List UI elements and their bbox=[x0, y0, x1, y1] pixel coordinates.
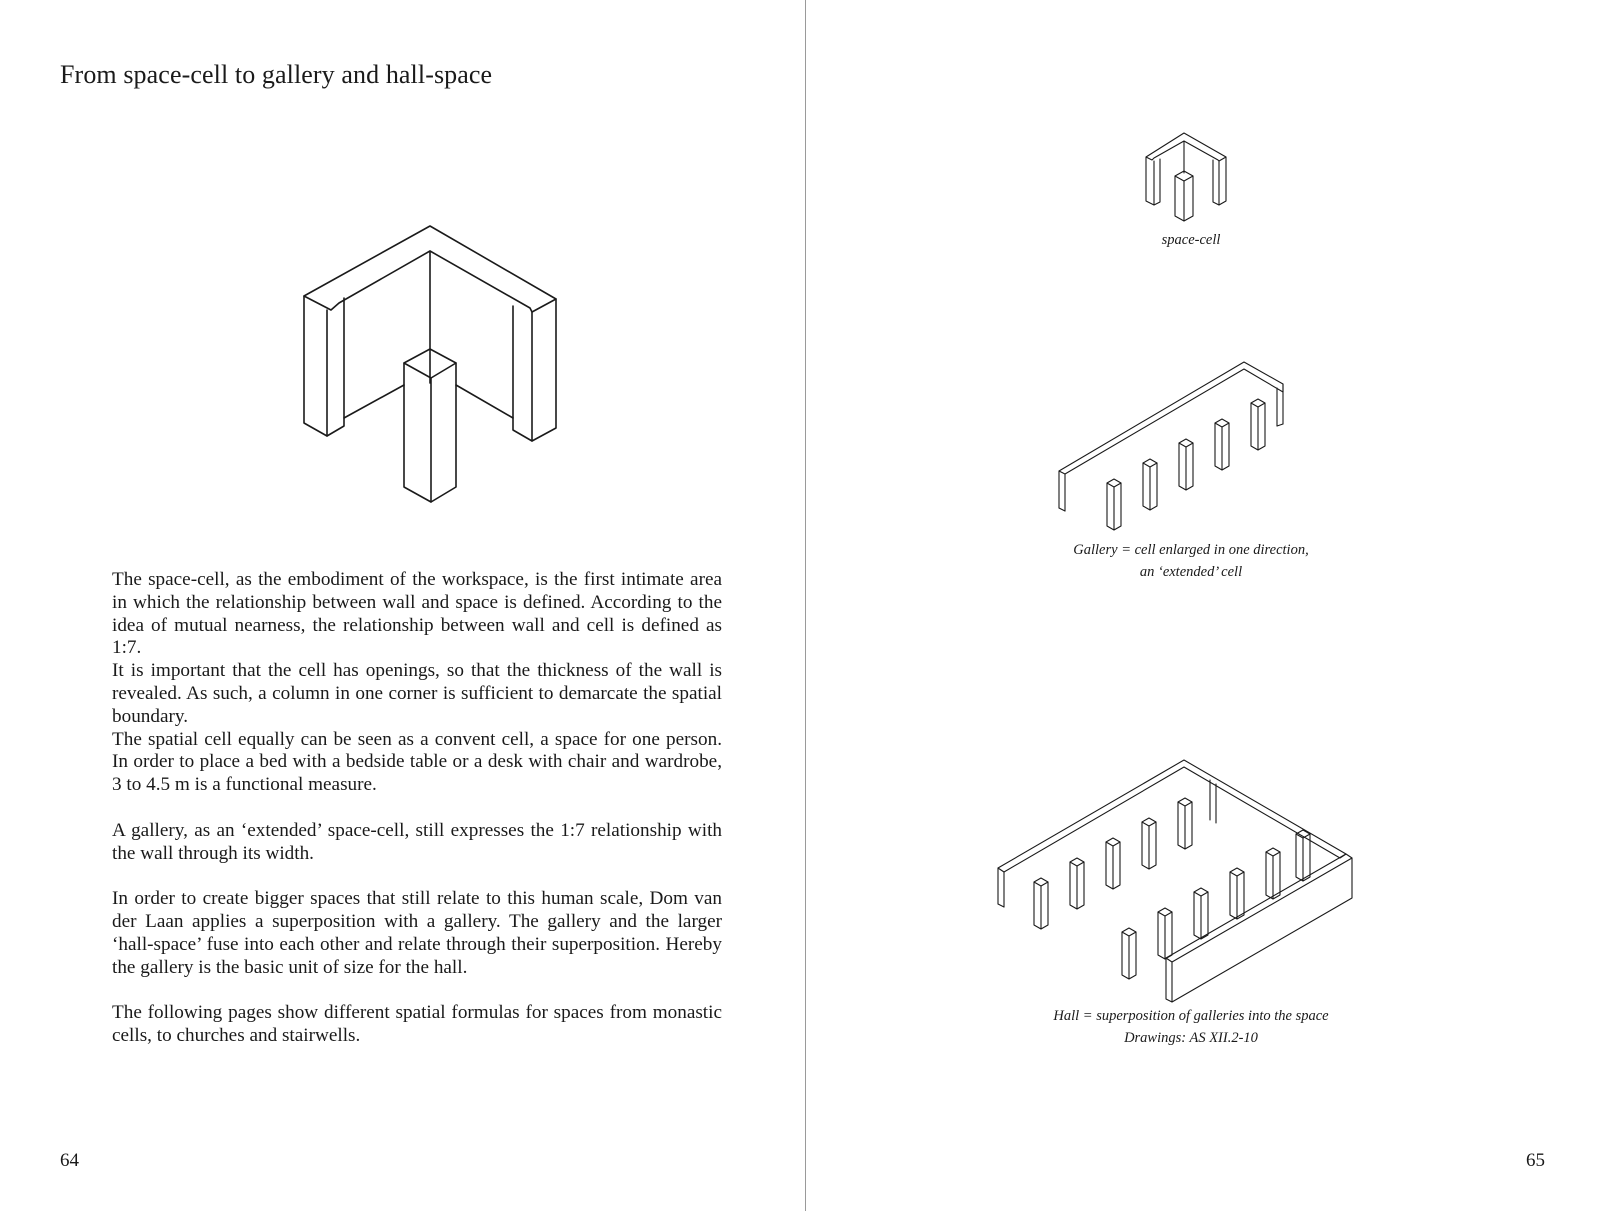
paragraph: It is important that the cell has openings, so that the thickness of the wall is revealed. As such, a column in one corner is sufficient to demarcate the spatial boundary. bbox=[112, 660, 722, 727]
paragraph: In order to create bigger spaces that still relate to this human scale, Dom van der Laan applies a superposition with a gallery. The gallery and the larger ‘hall-space’ fuse into each other and relate through their superposition. Hereby the gallery is the basic unit of size for the hall. bbox=[112, 888, 722, 978]
hall-column bbox=[1194, 888, 1208, 939]
hall-column bbox=[1158, 908, 1172, 959]
caption-hall bbox=[981, 1005, 1401, 1049]
hall-column bbox=[1034, 878, 1048, 929]
caption-line: an ‘extended’ cell bbox=[1139, 564, 1243, 580]
caption-line: space-cell bbox=[1161, 232, 1221, 248]
page-title: From space-cell to gallery and hall-space bbox=[60, 60, 493, 89]
caption-line: Gallery = cell enlarged in one direction, bbox=[1073, 542, 1309, 558]
hall-column bbox=[1106, 838, 1120, 889]
caption-line: Hall = superposition of galleries into the space bbox=[1053, 1008, 1329, 1024]
paragraph: A gallery, as an ‘extended’ space-cell, still expresses the 1:7 relationship with the wall through its width. bbox=[112, 819, 722, 864]
hall-column bbox=[1122, 928, 1136, 979]
column-body bbox=[404, 363, 456, 502]
hall-column bbox=[1296, 830, 1310, 881]
hall-column bbox=[1070, 858, 1084, 909]
paragraph: The following pages show different spatial formulas for spaces from monastic cells, to churches and stairwells. bbox=[112, 1002, 722, 1046]
paragraph: The spatial cell equally can be seen as a convent cell, a space for one person. In order to place a bed with a bedside table or a desk with chair and wardrobe, 3 to 4.5 m is a functional measure. bbox=[112, 728, 722, 796]
caption-line: Drawings: AS XII.2-10 bbox=[1124, 1030, 1258, 1046]
hall-column bbox=[1230, 868, 1244, 919]
hall-column bbox=[1142, 818, 1156, 869]
left-wall-block bbox=[304, 296, 344, 436]
hall-column bbox=[1178, 798, 1192, 849]
body-text bbox=[112, 569, 722, 1048]
hall-column bbox=[1266, 848, 1280, 899]
paragraph: The space-cell, as the embodiment of the workspace, is the first intimate area in which the relationship between wall and space is defined. According to the idea of mutual nearness, the relationship between wall and cell is defined as 1:7. bbox=[112, 569, 722, 659]
right-page bbox=[806, 0, 1600, 1211]
right-wall-block bbox=[513, 299, 556, 441]
page-number-left: 64 bbox=[60, 1150, 79, 1171]
page-number-right: 65 bbox=[1526, 1150, 1545, 1171]
